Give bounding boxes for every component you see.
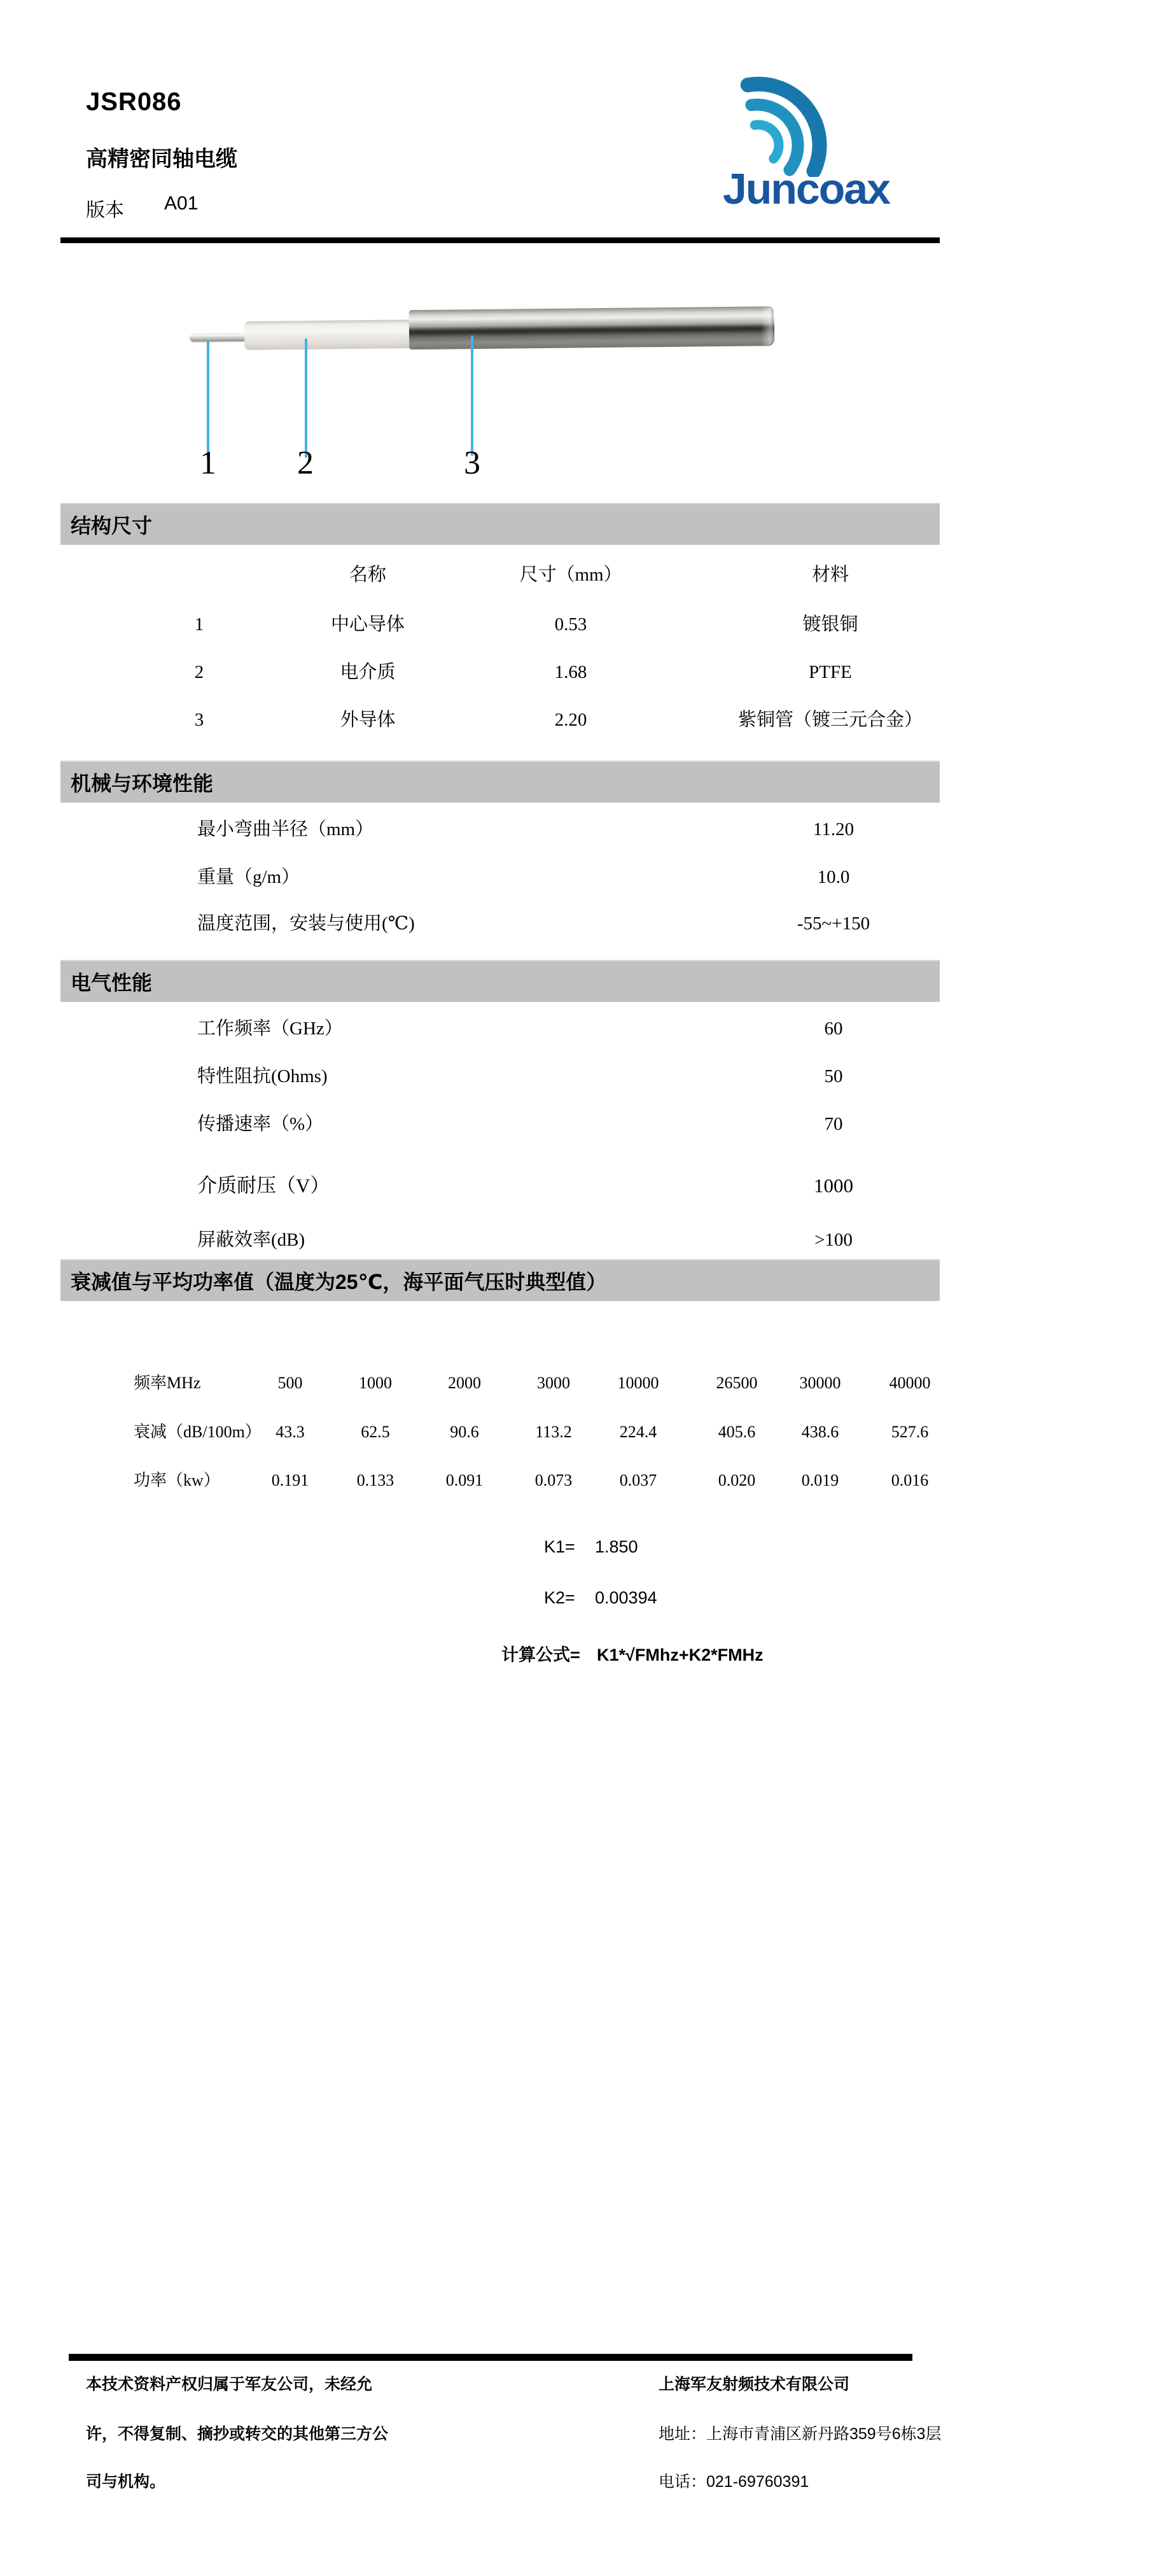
outer-conductor-end-highlight (761, 307, 774, 345)
attenuation-row-frequency (0, 1372, 1158, 1395)
attenuation-row-loss (0, 1421, 1158, 1444)
section-title: 衰减值与平均功率值（温度为25℃，海平面气压时典型值） (71, 1270, 607, 1293)
k1-label: K1= (544, 1537, 575, 1556)
property-label: 传播速率（%） (197, 1114, 324, 1134)
property-value: >100 (814, 1230, 853, 1250)
attenuation-row-label: 衰减（dB/100m） (134, 1423, 262, 1441)
dielectric-graphic (244, 320, 414, 350)
property-value: 10.0 (817, 867, 850, 887)
property-value: 70 (824, 1114, 843, 1134)
loss-cell: 90.6 (450, 1423, 479, 1441)
power-cell: 0.191 (271, 1471, 309, 1489)
section-header-mechanical (60, 761, 940, 803)
property-value: 60 (824, 1018, 843, 1039)
section-title: 机械与环境性能 (71, 772, 214, 795)
freq-cell: 1000 (359, 1374, 392, 1392)
freq-cell: 500 (277, 1374, 303, 1392)
callout-line-2 (305, 339, 307, 458)
row-size: 1.68 (554, 662, 587, 682)
attenuation-row-label: 功率（kw） (134, 1471, 220, 1489)
footer-notice-line: 许，不得复制、摘抄或转交的其他第三方公 (86, 2425, 389, 2443)
property-row (0, 1227, 1158, 1253)
version-label: 版本 (86, 200, 124, 221)
footer-address: 地址：上海市青浦区新丹路359号6栋3层 (659, 2425, 942, 2443)
property-row (0, 1016, 1158, 1041)
property-label: 介质耐压（V） (197, 1174, 330, 1197)
loss-cell: 43.3 (276, 1423, 305, 1441)
property-label: 温度范围，安装与使用(℃) (197, 913, 415, 934)
k2-value: 0.00394 (595, 1588, 657, 1607)
cable-diagram (0, 0, 1158, 514)
freq-cell: 26500 (716, 1374, 758, 1392)
property-row (0, 1111, 1158, 1137)
diagram-label-1: 1 (200, 445, 216, 481)
power-cell: 0.016 (891, 1471, 929, 1489)
logo-wordmark: Juncoax (723, 165, 889, 213)
footer-divider (69, 2354, 912, 2361)
table-row (0, 659, 1158, 685)
section-header-attenuation (60, 1259, 940, 1301)
property-value: 11.20 (813, 819, 855, 840)
loss-cell: 113.2 (535, 1423, 572, 1441)
property-value: 50 (824, 1066, 843, 1087)
loss-cell: 62.5 (361, 1423, 390, 1441)
loss-cell: 527.6 (891, 1423, 929, 1441)
property-row (0, 911, 1158, 936)
version-value: A01 (164, 193, 199, 214)
diagram-label-3: 3 (464, 445, 480, 481)
freq-cell: 40000 (889, 1374, 931, 1392)
footer-notice-line: 司与机构。 (86, 2473, 166, 2491)
property-value: -55~+150 (797, 913, 870, 934)
section-title: 结构尺寸 (71, 514, 153, 537)
freq-cell: 10000 (617, 1374, 659, 1392)
freq-cell: 3000 (537, 1374, 570, 1392)
property-label: 最小弯曲半径（mm） (197, 819, 374, 840)
table-row (0, 707, 1158, 733)
col-header-name: 名称 (349, 565, 386, 585)
product-name: 高精密同轴电缆 (86, 148, 237, 171)
power-cell: 0.073 (534, 1471, 573, 1489)
col-header-size: 尺寸（mm） (519, 565, 622, 585)
section-title: 电气性能 (71, 971, 153, 994)
power-cell: 0.037 (619, 1471, 657, 1489)
freq-cell: 30000 (799, 1374, 841, 1392)
power-cell: 0.019 (801, 1471, 839, 1489)
attenuation-row-power (0, 1469, 1158, 1492)
footer-company-name: 上海军友射频技术有限公司 (659, 2375, 850, 2393)
property-row (0, 1064, 1158, 1089)
section-header-structure (60, 503, 940, 545)
row-material: 紫铜管（镀三元合金） (737, 710, 923, 730)
row-size: 2.20 (554, 710, 587, 730)
loss-cell: 438.6 (801, 1423, 839, 1441)
row-name: 外导体 (340, 710, 396, 730)
callout-line-1 (207, 341, 209, 459)
table-row (0, 612, 1158, 637)
loss-cell: 224.4 (619, 1423, 657, 1441)
row-material: 镀银铜 (802, 614, 858, 635)
loss-cell: 405.6 (718, 1423, 756, 1441)
property-row (0, 817, 1158, 842)
property-label: 屏蔽效率(dB) (197, 1230, 305, 1250)
property-label: 特性阻抗(Ohms) (197, 1066, 328, 1087)
power-cell: 0.091 (445, 1471, 484, 1489)
property-label: 重量（g/m） (197, 867, 300, 887)
power-cell: 0.020 (718, 1471, 756, 1489)
property-value: 1000 (814, 1174, 853, 1197)
row-material: PTFE (809, 662, 852, 682)
callout-line-3 (471, 335, 473, 456)
k1-value: 1.850 (595, 1537, 638, 1556)
footer-notice-line: 本技术资料产权归属于军友公司，未经允 (86, 2375, 373, 2393)
formula-label: 计算公式= (501, 1645, 580, 1665)
section-header-electrical (60, 960, 940, 1002)
k2-label: K2= (544, 1588, 575, 1607)
property-row (0, 864, 1158, 890)
product-model: JSR086 (86, 88, 182, 116)
row-number: 3 (194, 710, 204, 730)
property-row (0, 1173, 1158, 1199)
center-conductor-graphic (190, 333, 250, 342)
row-number: 2 (194, 662, 204, 682)
row-name: 电介质 (340, 662, 396, 682)
power-cell: 0.133 (356, 1471, 394, 1489)
row-number: 1 (194, 614, 204, 635)
footer-phone: 电话：021-69760391 (659, 2473, 809, 2491)
formula-expression: K1*√FMhz+K2*FMHz (597, 1645, 764, 1665)
structure-table-header (0, 562, 1158, 588)
row-size: 0.53 (554, 614, 587, 635)
freq-cell: 2000 (448, 1374, 481, 1392)
diagram-label-2: 2 (297, 445, 314, 481)
col-header-material: 材料 (811, 565, 849, 585)
property-label: 工作频率（GHz） (197, 1018, 343, 1039)
outer-conductor-graphic (409, 306, 775, 349)
row-name: 中心导体 (330, 614, 405, 635)
attenuation-row-label: 频率MHz (134, 1374, 201, 1392)
